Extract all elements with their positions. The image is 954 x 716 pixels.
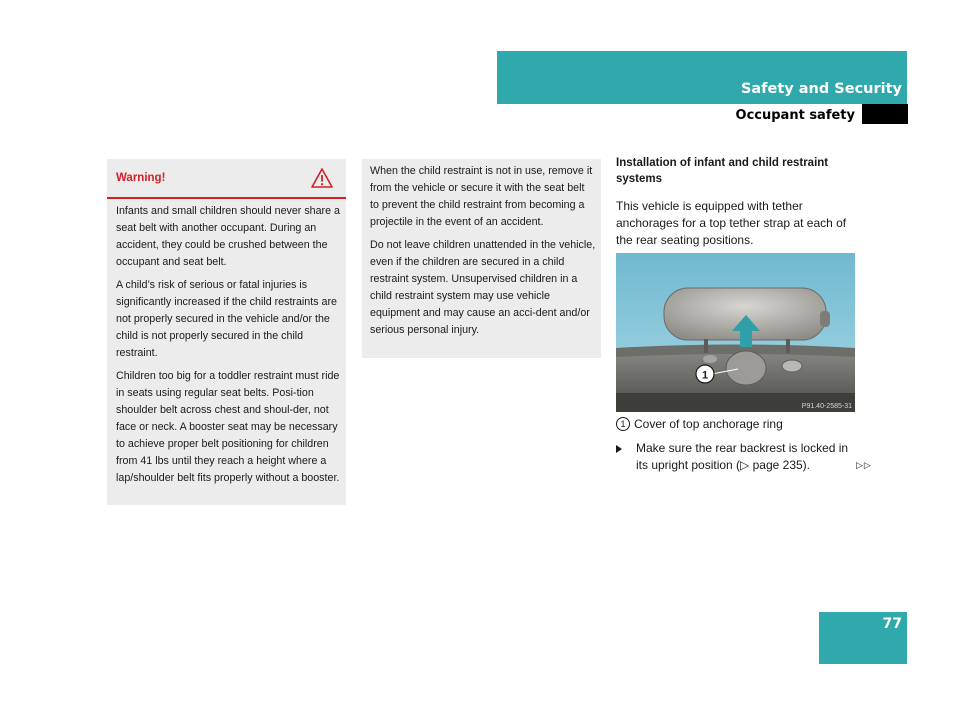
bullet-triangle-icon	[616, 445, 622, 453]
warning-paragraph: Children too big for a toddler restraint must ride in seats using regular seat belts. Posi-tion shoulder belt across chest and shoul-der, not face or neck. A booster seat may be necessary to achieve proper belt positioning for children from 41 lbs until they reach a height where a lap/shoulder belt fits properly without a booster.	[116, 370, 340, 484]
section-intro: This vehicle is equipped with tether anchorages for a top tether strap at each of the rear seating positions.	[616, 199, 847, 247]
warning-paragraph: A child’s risk of serious or fatal injuries is significantly increased if the child restraints are not properly secured in the vehicle and/or the child is not properly secured in the child restraint.	[116, 279, 337, 359]
warning-triangle-icon	[310, 167, 334, 189]
warning-panel	[107, 159, 346, 505]
section-marker-block	[862, 104, 908, 124]
instruction-text: Make sure the rear backrest is locked in its upright position (▷ page 235).	[636, 441, 849, 472]
tether-anchorage-photo	[616, 253, 855, 412]
instruction-item	[616, 440, 866, 474]
warning-paragraph: Do not leave children unattended in the vehicle, even if the children are secured in a child restraint system. Unsupervised children in a child restraint system may use vehicle equipment and may cause an acci-dent and/or serious personal injury.	[370, 239, 596, 336]
warning-continued-body	[370, 163, 596, 345]
warning-paragraph: When the child restraint is not in use, remove it from the vehicle or secure it with the seat belt to prevent the child restraint from becoming a projectile in the event of an accident.	[370, 165, 593, 228]
section-title: Occupant safety	[735, 108, 855, 123]
legend-text: Cover of top anchorage ring	[634, 417, 783, 431]
section-heading: Installation of infant and child restraint systems	[616, 157, 829, 185]
figure-image-code: P91.40-2585-31	[801, 403, 852, 410]
chapter-title: Safety and Security	[740, 81, 902, 97]
figure-legend	[616, 416, 783, 433]
warning-label: Warning!	[116, 172, 166, 184]
continued-marker: ▷▷	[856, 460, 872, 470]
warning-body	[116, 203, 342, 493]
legend-number: 1	[616, 417, 630, 431]
installation-section	[616, 155, 866, 249]
warning-continued-panel	[362, 159, 601, 358]
page-number: 77	[882, 616, 902, 632]
figure-callout-number: 1	[701, 369, 709, 382]
warning-header	[107, 159, 346, 199]
warning-paragraph: Infants and small children should never share a seat belt with another occupant. During an accident, they could be crushed between the occupant and seat belt.	[116, 205, 340, 268]
